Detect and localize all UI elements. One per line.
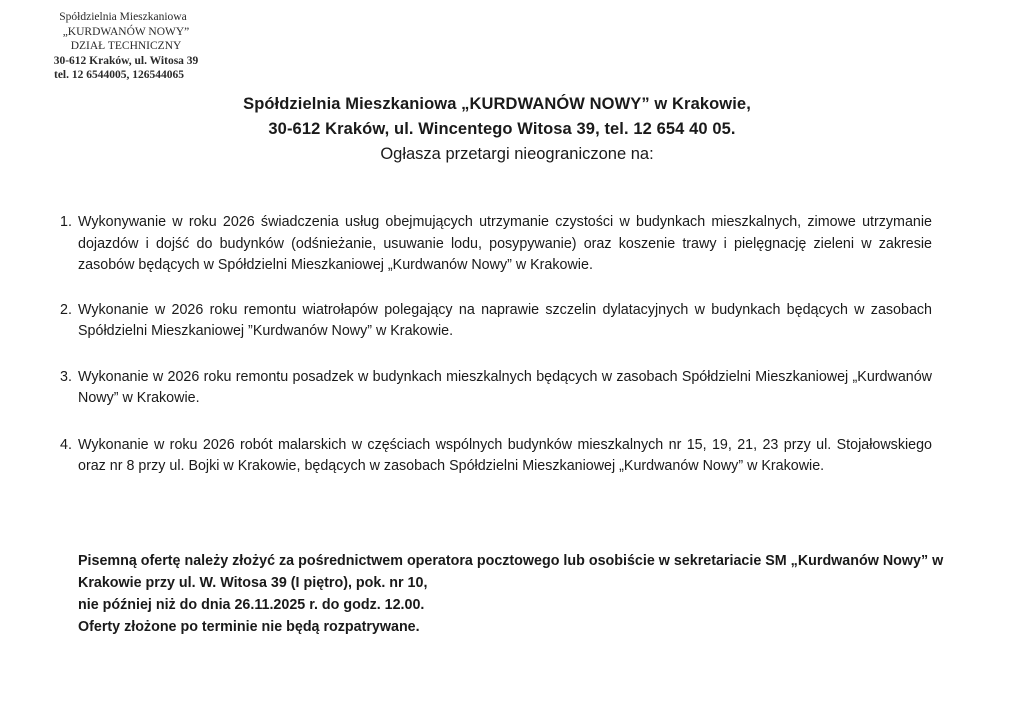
tender-item-number: 3. (60, 368, 72, 385)
stamp-name: „KURDWANÓW NOWY” (62, 25, 190, 38)
tender-item (60, 435, 932, 478)
header-organization: Spółdzielnia Mieszkaniowa „KURDWANÓW NOWY” w Krakowie, (243, 95, 751, 113)
stamp-address: 30-612 Kraków, ul. Witosa 39 (53, 54, 199, 67)
tender-item-text: Wykonanie w 2026 roku remontu wiatrołapów polegający na naprawie szczelin dylatacyjnych w budynkach będących w zasobach Spółdzielni Mieszkaniowej ”Kurdwanów Nowy” w Krakowie. (78, 301, 932, 339)
notice-submission-instructions: Pisemną ofertę należy złożyć za pośrednictwem operatora pocztowego lub osobiście w sekretariacie SM „Kurdwanów Nowy” w Krakowie przy ul. W. Witosa 39 (I piętro), pok. nr 10, (78, 553, 944, 591)
document-header (0, 92, 1024, 167)
tender-list (60, 212, 932, 478)
stamp-organization: Spółdzielnia Mieszkaniowa (59, 11, 187, 23)
tender-item (60, 300, 932, 343)
notice-deadline: nie później niż do dnia 26.11.2025 r. do godz. 12.00. (78, 597, 425, 613)
tender-item-text: Wykonanie w 2026 roku remontu posadzek w budynkach mieszkalnych będących w zasobach Spółdzielni Mieszkaniowej „Kurdwanów Nowy” w Krakowie. (78, 368, 932, 406)
header-announcement: Ogłasza przetargi nieograniczone na: (380, 145, 654, 163)
department-stamp (26, 10, 226, 83)
tender-item (60, 367, 932, 410)
stamp-phone: tel. 12 6544005, 126544065 (53, 69, 184, 81)
stamp-department: DZIAŁ TECHNICZNY (70, 40, 182, 52)
tender-item-text: Wykonanie w roku 2026 robót malarskich w częściach wspólnych budynków mieszkalnych nr 15, 19, 21, 23 przy ul. Stojałowskiego oraz nr 8 przy ul. Bojki w Krakowie, będących w zasobach Spółdzielni Mieszkaniowej „Kurdwanów Nowy” w Krakowie. (78, 436, 932, 474)
tender-item-text: Wykonywanie w roku 2026 świadczenia usług obejmujących utrzymanie czystości w budynkach mieszkalnych, zimowe utrzymanie dojazdów i dojść do budynków (odśnieżanie, usuwanie lodu, posypywanie) oraz koszenie trawy i pielęgnację zieleni w zakresie zasobów będących w Spółdzielni Mieszkaniowej „Kurdwanów Nowy” w Krakowie. (78, 214, 932, 273)
submission-notice (78, 550, 958, 638)
notice-late-offers: Oferty złożone po terminie nie będą rozpatrywane. (78, 619, 420, 635)
tender-item-number: 4. (60, 436, 72, 453)
header-address: 30-612 Kraków, ul. Wincentego Witosa 39, tel. 12 654 40 05. (268, 120, 736, 138)
tender-item-number: 1. (60, 214, 72, 230)
tender-item-number: 2. (60, 301, 72, 318)
tender-item (60, 212, 932, 277)
